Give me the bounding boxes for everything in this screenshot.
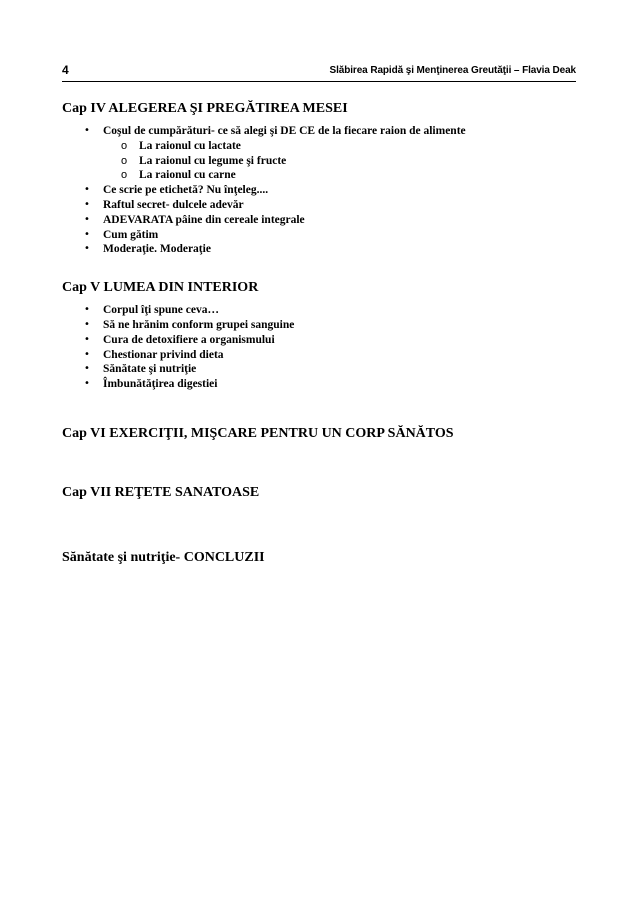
- sub-list-item: [121, 154, 576, 169]
- list-item-label: Chestionar privind dieta: [103, 348, 224, 361]
- page-number: 4: [62, 63, 69, 77]
- list-item-label: Îmbunătăţirea digestiei: [103, 378, 218, 391]
- chapter-title: Cap IV ALEGEREA ŞI PREGĂTIREA MESEI: [62, 101, 348, 116]
- running-title: Slăbirea Rapidă şi Menţinerea Greutăţii – Flavia Deak: [329, 65, 576, 76]
- sub-list-item-label: La raionul cu lactate: [139, 139, 241, 152]
- chapter-title: Cap VII REŢETE SANATOASE: [62, 484, 260, 500]
- chapter-iv-section: [62, 100, 576, 257]
- list-item: [84, 228, 576, 243]
- bullet-icon: •: [84, 304, 90, 316]
- list-item: [84, 124, 576, 183]
- list-item: [84, 183, 576, 198]
- chapter-items-list: [62, 303, 576, 392]
- conclusions-section: [62, 549, 576, 567]
- bullet-icon: •: [84, 363, 90, 375]
- list-item: [84, 362, 576, 377]
- page-header: [62, 63, 576, 82]
- sub-list-item: [121, 139, 576, 154]
- list-item: [84, 242, 576, 257]
- chapter-vii-section: [62, 484, 576, 502]
- list-item: [84, 318, 576, 333]
- bullet-icon: •: [84, 243, 90, 255]
- bullet-icon: •: [84, 333, 90, 345]
- chapter-title: Cap VI EXERCIŢII, MIŞCARE PENTRU UN CORP SĂNĂTOS: [62, 425, 454, 441]
- chapter-v-section: [62, 279, 576, 392]
- chapter-title: Cap V LUMEA DIN INTERIOR: [62, 280, 259, 296]
- list-item-label: Cura de detoxifiere a organismului: [103, 333, 275, 346]
- chapter-title: Sănătate şi nutriţie- CONCLUZII: [62, 549, 265, 565]
- list-item-label: Raftul secret- dulcele adevăr: [103, 198, 244, 211]
- sub-list-item: [121, 168, 576, 183]
- sub-list-item-label: La raionul cu legume şi fructe: [139, 154, 287, 167]
- list-item-label: Corpul îţi spune ceva…: [103, 304, 219, 317]
- list-item: [84, 348, 576, 363]
- hollow-bullet-icon: o: [121, 169, 128, 182]
- list-item-label: Sănătate şi nutriţie: [103, 363, 197, 376]
- sub-items-list: [103, 139, 576, 183]
- bullet-icon: •: [84, 198, 90, 210]
- table-of-contents: [62, 100, 576, 567]
- bullet-icon: •: [84, 184, 90, 196]
- bullet-icon: •: [84, 318, 90, 330]
- list-item-label: ADEVARATA pâine din cereale integrale: [103, 213, 305, 226]
- bullet-icon: •: [84, 213, 90, 225]
- list-item: [84, 303, 576, 318]
- hollow-bullet-icon: o: [121, 139, 128, 152]
- list-item-label: Cum gătim: [103, 228, 159, 241]
- bullet-icon: •: [84, 378, 90, 390]
- list-item: [84, 333, 576, 348]
- bullet-icon: •: [84, 228, 90, 240]
- chapter-vi-section: [62, 425, 576, 443]
- bullet-icon: •: [84, 125, 90, 136]
- list-item-label: Să ne hrănim conform grupei sanguine: [103, 318, 295, 331]
- sub-list-item-label: La raionul cu carne: [139, 169, 236, 182]
- bullet-icon: •: [84, 348, 90, 360]
- list-item: [84, 213, 576, 228]
- chapter-items-list: [62, 124, 576, 257]
- list-item: [84, 377, 576, 392]
- list-item-label: Ce scrie pe etichetă? Nu înţeleg....: [103, 184, 269, 197]
- list-item-label: Coşul de cumpărături- ce să alegi şi DE CE de la fiecare raion de alimente: [103, 125, 466, 137]
- list-item-label: Moderaţie. Moderaţie: [103, 243, 211, 256]
- list-item: [84, 198, 576, 213]
- hollow-bullet-icon: o: [121, 154, 128, 167]
